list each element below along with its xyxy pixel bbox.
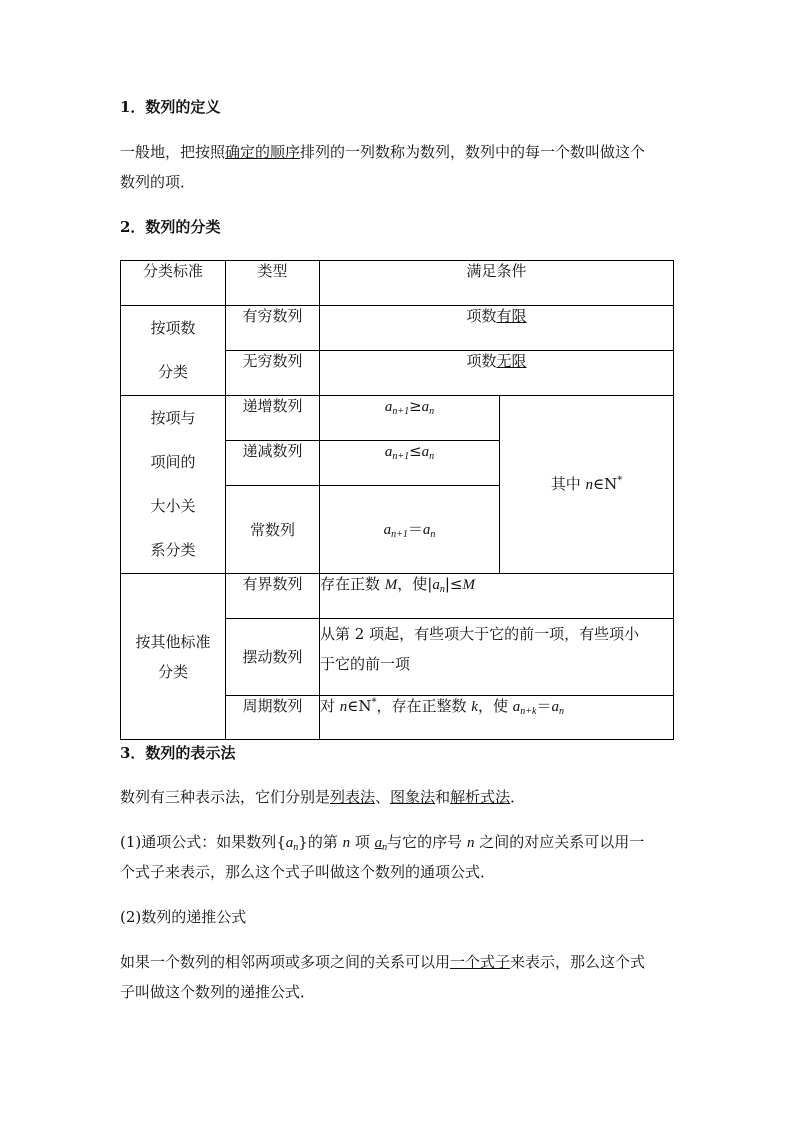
group-label-other — [121, 574, 226, 740]
underlined-term: 无限 — [496, 352, 527, 370]
definition-paragraph-line-2: 数列的项． — [120, 173, 196, 191]
type-periodic: 周期数列 — [226, 696, 320, 740]
text-line: 从第 2 项起，有些项大于它的前一项，有些项小 — [320, 625, 640, 643]
condition-constant — [320, 486, 500, 574]
math-a: a — [384, 399, 393, 415]
math-a: a — [374, 835, 383, 851]
math-a: a — [422, 522, 431, 538]
condition-oscillating — [320, 619, 674, 696]
group-label-by-monotonicity — [121, 396, 226, 574]
label-line: 按项数 — [150, 319, 196, 337]
text: (1)通项公式：如果数列{ — [120, 833, 286, 851]
math-relation: ＝ — [407, 520, 423, 538]
math-a: a — [384, 444, 393, 460]
math-a: a — [432, 577, 440, 593]
math-sub: n — [382, 842, 388, 853]
header-condition: 满足条件 — [320, 261, 674, 306]
text: 对 — [320, 697, 340, 715]
math-a: a — [285, 835, 294, 851]
math-n: n — [339, 699, 348, 715]
underlined-term: 列表法 — [330, 788, 376, 806]
text: ，使 — [477, 697, 513, 715]
section-3-heading: 3．数列的表示法 — [120, 744, 236, 762]
superscript: * — [371, 697, 377, 708]
recursive-paragraph-line-2: 子叫做这个数列的递推公式． — [120, 983, 316, 1001]
text: 项数 — [466, 352, 497, 370]
text: 一般地，把按照 — [120, 143, 226, 161]
text: 项数 — [466, 307, 497, 325]
math-sub: n+1 — [392, 406, 410, 417]
text-line: 于它的前一项 — [320, 655, 411, 673]
math-M: M — [384, 577, 398, 593]
superscript: * — [617, 475, 623, 486]
text: ，使| — [397, 575, 433, 593]
math-sub: n+k — [520, 706, 537, 717]
text: 其中 — [550, 475, 586, 493]
condition-bounded — [320, 574, 674, 619]
math-n: n — [585, 477, 594, 493]
underlined-term: 一个式子 — [450, 953, 511, 971]
underlined-term: 图象法 — [390, 788, 436, 806]
text: 排列的一列数称为数列，数列中的每一个数叫做这个 — [300, 143, 646, 161]
underlined-term: 解析式法 — [450, 788, 511, 806]
type-increasing: 递增数列 — [226, 396, 320, 441]
text: 与它的序号 — [387, 833, 467, 851]
math-sub: n — [429, 451, 435, 462]
underlined-an — [375, 833, 388, 851]
text: |≤ — [444, 575, 463, 593]
text: 如果一个数列的相邻两项或多项之间的关系可以用 — [120, 953, 451, 971]
condition-increasing — [320, 396, 500, 441]
label-line: 分类 — [157, 662, 188, 681]
math-a: a — [383, 522, 392, 538]
recursive-formula-heading: (2)数列的递推公式 — [120, 908, 247, 926]
label-line: 项间的 — [150, 453, 196, 471]
type-oscillating: 摆动数列 — [226, 619, 320, 696]
math-k: k — [471, 699, 478, 715]
math-n: n — [466, 835, 475, 851]
text: ，存在正整数 — [376, 697, 472, 715]
math-sub: n+1 — [391, 529, 408, 540]
label-line: 按项与 — [150, 409, 196, 427]
recursive-paragraph-line-1 — [120, 947, 645, 977]
condition-decreasing — [320, 441, 500, 486]
math-sub: n — [429, 406, 435, 417]
text: 存在正数 — [320, 575, 385, 593]
label-line: 按其他标准 — [135, 632, 211, 651]
text: 项 — [350, 833, 375, 851]
text: ∈N — [347, 697, 372, 715]
header-type: 类型 — [226, 261, 320, 306]
math-a: a — [551, 699, 559, 715]
label-line: 分类 — [157, 363, 188, 381]
definition-paragraph-line-1 — [120, 137, 645, 167]
math-M: M — [462, 577, 475, 593]
text: 数列有三种表示法，它们分别是 — [120, 788, 331, 806]
text: ． — [510, 788, 526, 806]
math-sub: n+1 — [392, 451, 410, 462]
type-decreasing: 递减数列 — [226, 441, 320, 486]
text: 、 — [375, 788, 391, 806]
group-label-by-count — [121, 306, 226, 396]
label-line: 系分类 — [150, 541, 196, 559]
math-a: a — [421, 399, 430, 415]
type-constant: 常数列 — [226, 486, 320, 574]
math-relation: ＝ — [536, 697, 552, 715]
math-sub: n — [439, 584, 445, 595]
text: 之间的对应关系可以用一 — [474, 833, 645, 851]
type-infinite: 无穷数列 — [226, 351, 320, 396]
section-2-heading: 2．数列的分类 — [120, 218, 221, 236]
math-a: a — [421, 444, 430, 460]
math-n: n — [342, 835, 351, 851]
math-relation: ≤ — [409, 442, 422, 460]
type-finite: 有穷数列 — [226, 306, 320, 351]
text: 和 — [435, 788, 451, 806]
type-bounded: 有界数列 — [226, 574, 320, 619]
math-sub: n — [293, 842, 299, 853]
label-line: 大小关 — [150, 497, 196, 515]
underlined-term: 有限 — [496, 307, 527, 325]
general-term-line-1 — [120, 827, 644, 858]
text: 来表示，那么这个式 — [510, 953, 646, 971]
condition-infinite — [320, 351, 674, 396]
general-term-line-2: 个式子来表示，那么这个式子叫做这个数列的通项公式． — [120, 863, 496, 881]
math-a: a — [512, 699, 521, 715]
monotonic-note — [500, 396, 674, 574]
header-criterion: 分类标准 — [121, 261, 226, 306]
representation-paragraph — [120, 782, 525, 812]
underlined-term: 确定的顺序 — [225, 143, 301, 161]
section-1-heading: 1．数列的定义 — [120, 98, 221, 116]
math-sub: n — [558, 706, 564, 717]
condition-finite — [320, 306, 674, 351]
text: }的第 — [298, 833, 343, 851]
condition-periodic — [320, 696, 674, 740]
math-sub: n — [430, 529, 436, 540]
text: ∈N — [593, 475, 618, 493]
classification-table — [120, 260, 674, 740]
math-relation: ≥ — [409, 397, 422, 415]
